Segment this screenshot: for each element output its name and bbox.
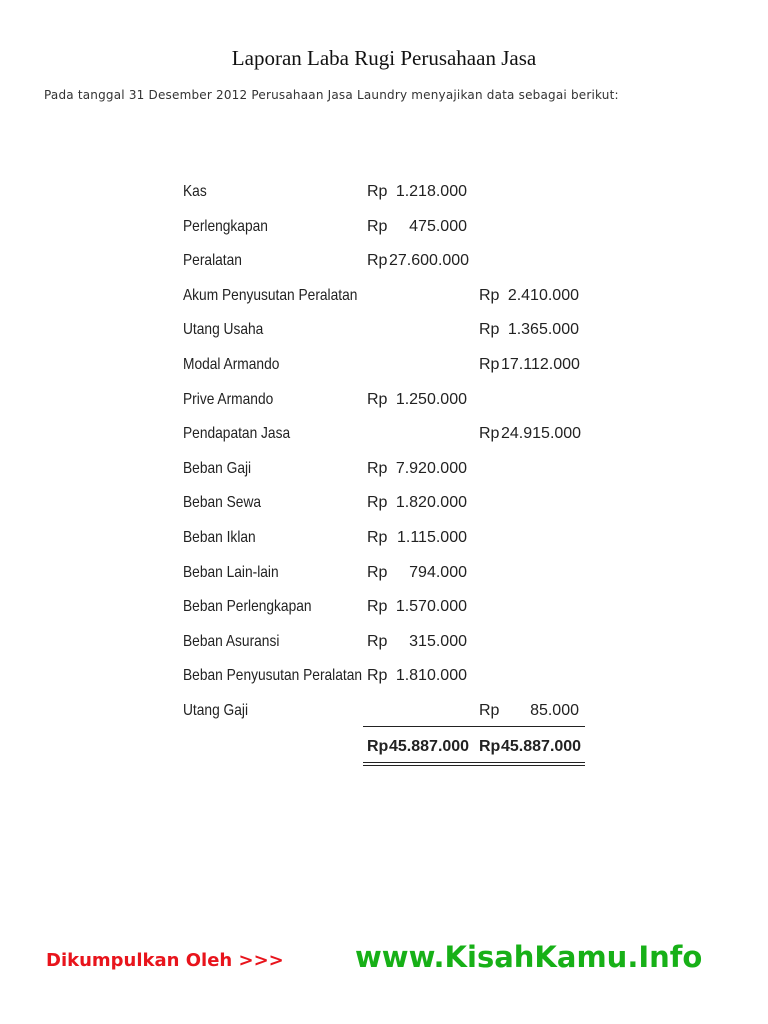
table-row: [183, 694, 588, 729]
credit-amount: 1.365.000: [507, 321, 579, 339]
account-name: Akum Penyusutan Peralatan: [183, 286, 358, 304]
credit-currency: Rp: [479, 355, 500, 373]
table-row: [183, 659, 588, 694]
account-name: Beban Sewa: [183, 494, 262, 512]
table-row: [183, 521, 588, 556]
debit-amount: 1.218.000: [395, 183, 467, 200]
table-row: [183, 244, 588, 279]
account-name: Beban Lain-lain: [183, 563, 279, 581]
debit-amount: 27.600.000: [389, 252, 470, 270]
credit-amount: 17.112.000: [501, 355, 580, 373]
debit-amount: 315.000: [409, 632, 467, 650]
account-name: Kas: [183, 183, 207, 200]
credit-currency: Rp: [479, 321, 500, 339]
debit-amount: 1.820.000: [395, 494, 467, 512]
intro-text: Pada tanggal 31 Desember 2012 Perusahaan Jasa Laundry menyajikan data sebagai berikut:: [44, 88, 619, 102]
table-row: [183, 625, 588, 660]
total-double-rule-top: [363, 762, 585, 763]
debit-amount: 475.000: [409, 217, 467, 235]
debit-amount: 7.920.000: [395, 459, 467, 477]
debit-currency: Rp: [367, 252, 388, 270]
subtotal-rule: [363, 726, 585, 727]
page-title: Laporan Laba Rugi Perusahaan Jasa: [231, 46, 537, 70]
table-row: [183, 175, 588, 210]
debit-amount: 1.570.000: [395, 598, 467, 616]
debit-currency: Rp: [367, 598, 388, 616]
debit-currency: Rp: [367, 183, 388, 200]
debit-currency: Rp: [367, 494, 388, 512]
account-name: Modal Armando: [183, 355, 280, 373]
table-row: [183, 348, 588, 383]
account-name: Beban Perlengkapan: [183, 598, 312, 616]
website-link[interactable]: www.KisahKamu.Info: [355, 940, 703, 974]
credit-currency: Rp: [479, 425, 500, 443]
debit-currency: Rp: [367, 390, 388, 408]
credit-amount: 24.915.000: [501, 425, 582, 443]
table-row: [183, 556, 588, 591]
total-row: [183, 729, 588, 765]
debit-amount: 1.250.000: [395, 390, 467, 408]
debit-amount: 794.000: [409, 563, 467, 581]
debit-amount: 1.810.000: [395, 667, 467, 685]
account-name: Pendapatan Jasa: [183, 425, 291, 443]
account-name: Prive Armando: [183, 390, 274, 408]
account-name: Beban Penyusutan Peralatan: [183, 667, 363, 685]
debit-currency: Rp: [367, 528, 388, 546]
credit-currency: Rp: [479, 286, 500, 304]
account-name: Beban Iklan: [183, 528, 256, 546]
total-debit-amount: 45.887.000: [389, 737, 470, 755]
table-row: [183, 383, 588, 418]
account-name: Utang Usaha: [183, 321, 264, 339]
trial-balance-table: [183, 175, 588, 765]
debit-currency: Rp: [367, 632, 388, 650]
credit-amount: 85.000: [530, 701, 579, 719]
total-credit-amount: 45.887.000: [501, 737, 582, 755]
account-name: Utang Gaji: [183, 701, 249, 719]
debit-currency: Rp: [367, 459, 388, 477]
total-debit-currency: Rp: [367, 737, 389, 755]
debit-currency: Rp: [367, 667, 388, 685]
table-row: [183, 486, 588, 521]
table-row: [183, 313, 588, 348]
table-row: [183, 417, 588, 452]
credit-amount: 2.410.000: [507, 286, 579, 304]
credit-currency: Rp: [479, 701, 500, 719]
account-name: Perlengkapan: [183, 217, 268, 235]
collected-by-label: Dikumpulkan Oleh >>>: [46, 950, 284, 971]
debit-currency: Rp: [367, 217, 388, 235]
debit-currency: Rp: [367, 563, 388, 581]
table-row: [183, 279, 588, 314]
total-double-rule-bottom: [363, 765, 585, 766]
debit-amount: 1.115.000: [397, 528, 467, 546]
account-name: Beban Asuransi: [183, 632, 280, 650]
table-row: [183, 590, 588, 625]
table-row: [183, 452, 588, 487]
total-credit-currency: Rp: [479, 737, 501, 755]
account-name: Beban Gaji: [183, 459, 252, 477]
account-name: Peralatan: [183, 252, 242, 270]
table-row: [183, 210, 588, 245]
